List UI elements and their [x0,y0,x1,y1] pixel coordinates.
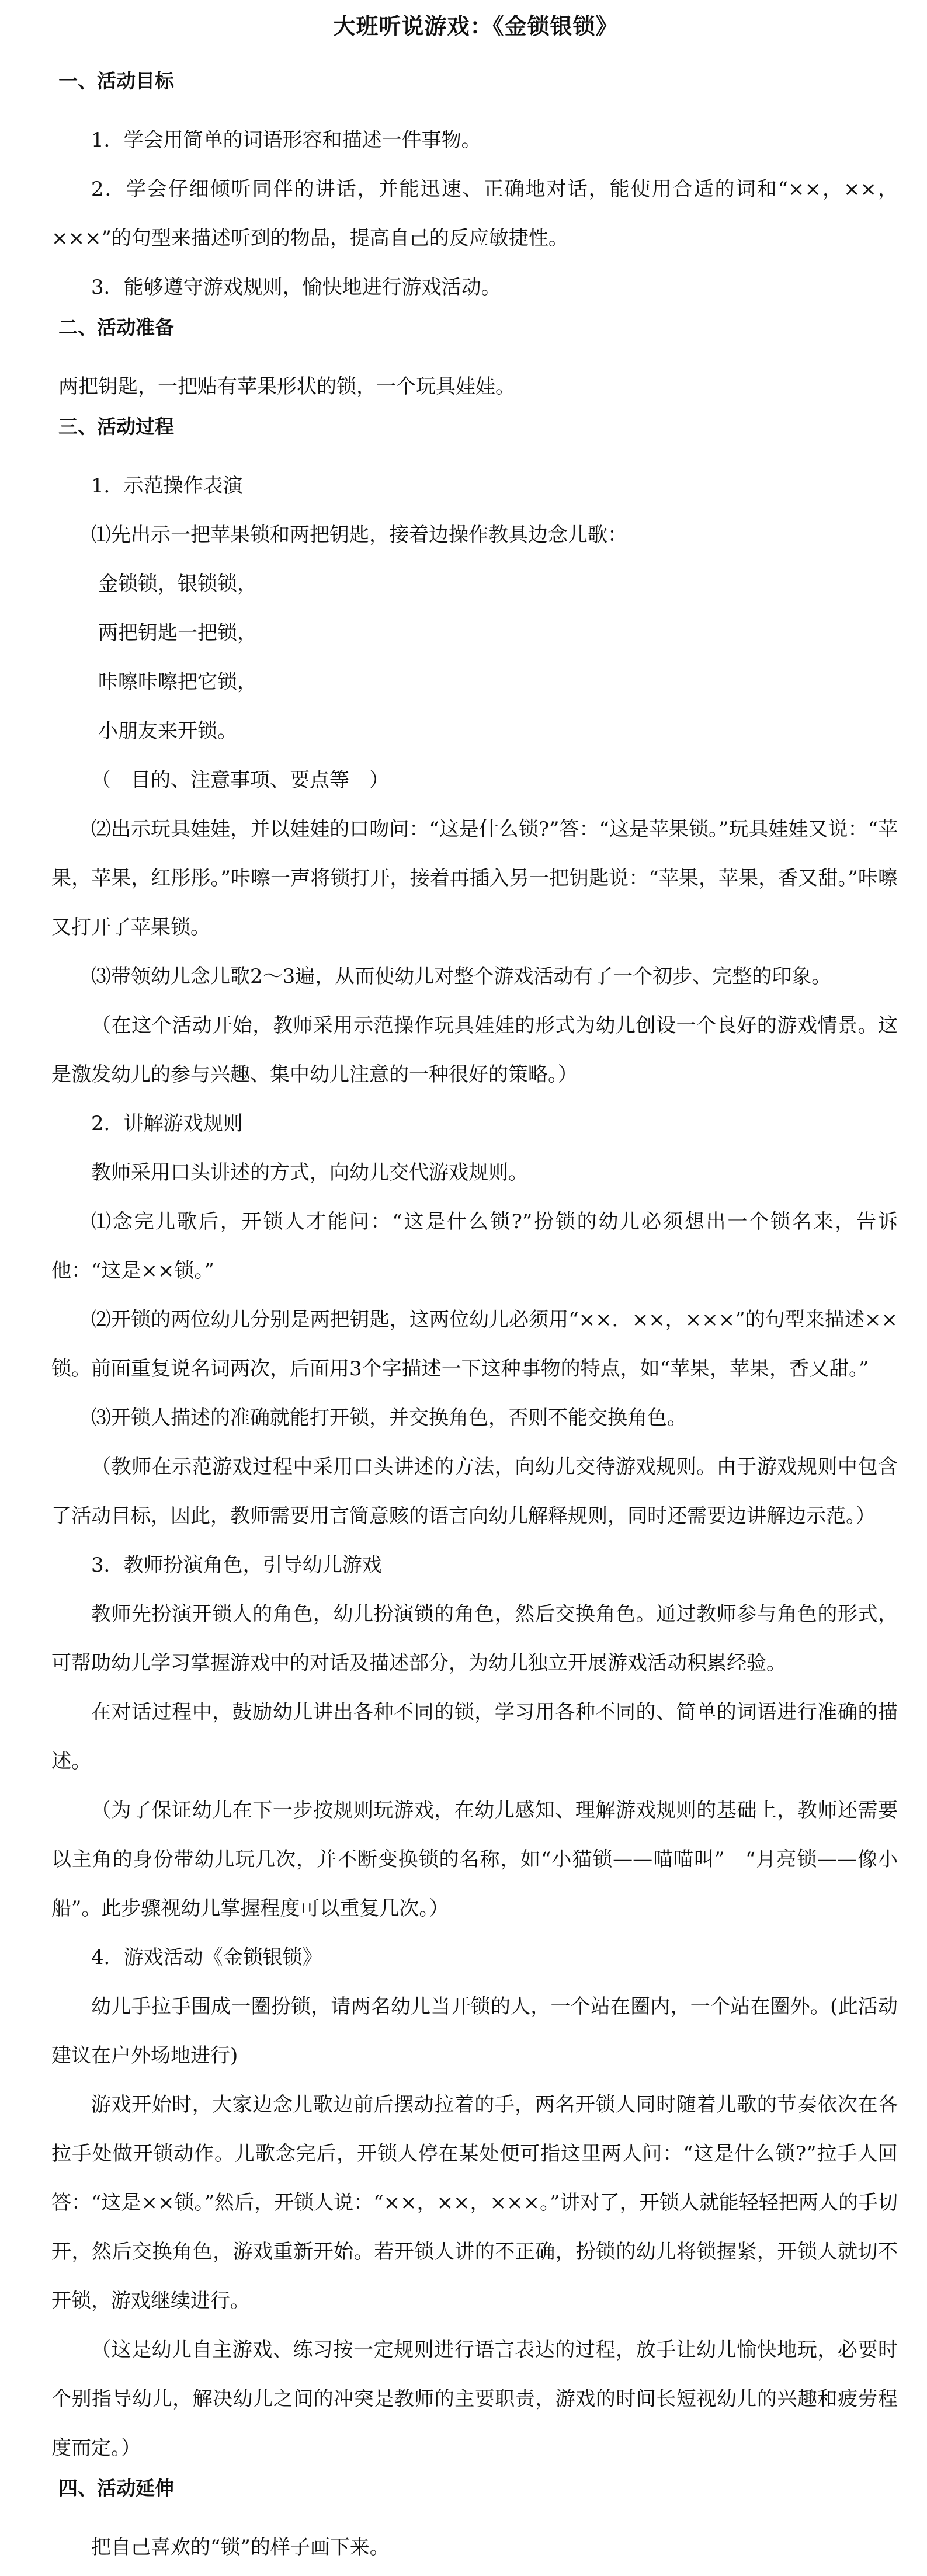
game-commentary: （这是幼儿自主游戏、练习按一定规则进行语言表达的过程，放手让幼儿愉快地玩，必要时个别指导幼儿，解决幼儿之间的冲突是教师的主要职责，游戏的时间长短视幼儿的兴趣和疲劳程度而定。） [51,2338,898,2460]
goal-item-2: 2．学会仔细倾听同伴的讲话，并能迅速、正确地对话，能使用合适的词和“××，××，×××”的句型来描述听到的物品，提高自己的反应敏捷性。 [51,178,898,250]
subsection-title-teacher-role: 3．教师扮演角色，引导幼儿游戏 [91,1553,382,1577]
teacher-role-paragraph-1: 教师先扮演开锁人的角色，幼儿扮演锁的角色，然后交换角色。通过教师参与角色的形式，可帮助幼儿学习掌握游戏中的对话及描述部分，为幼儿独立开展游戏活动积累经验。 [51,1602,898,1675]
rule-2: ⑵开锁的两位幼儿分别是两把钥匙，这两位幼儿必须用“××．××，×××”的句型来描述××锁。前面重复说名词两次，后面用3个字描述一下这种事物的特点，如“苹果，苹果，香又甜。” [51,1308,898,1381]
rule-3: ⑶开锁人描述的准确就能打开锁，并交换角色，否则不能交换角色。 [91,1406,687,1430]
nursery-rhyme-line: 小朋友来开锁。 [98,719,237,743]
demo-note-blank: （ 目的、注意事项、要点等 ） [91,769,389,792]
subsection-title-demo: 1．示范操作表演 [91,474,243,498]
demo-step-1: ⑴先出示一把苹果锁和两把钥匙，接着边操作教具边念儿歌： [91,523,627,547]
rules-commentary: （教师在示范游戏过程中采用口头讲述的方法，向幼儿交待游戏规则。由于游戏规则中包含了活动目标，因此，教师需要用言简意赅的语言向幼儿解释规则，同时还需要边讲解边示范。） [51,1455,898,1528]
preparation-text: 两把钥匙，一把贴有苹果形状的锁，一个玩具娃娃。 [58,375,515,398]
nursery-rhyme-line: 金锁锁，银锁锁， [98,572,257,596]
goal-item-3: 3．能够遵守游戏规则，愉快地进行游戏活动。 [91,276,501,299]
subsection-title-game: 4．游戏活动《金锁银锁》 [91,1946,322,1969]
section-heading-process: 三、活动过程 [58,415,174,438]
demo-step-2: ⑵出示玩具娃娃，并以娃娃的口吻问：“这是什么锁?”答：“这是苹果锁。”玩具娃娃又说：“苹果，苹果，红彤彤。”咔嚓一声将锁打开，接着再插入另一把钥匙说：“苹果，苹果，香又甜。”咔嚓又打开了苹果锁。 [51,818,898,939]
subsection-title-rules: 2．讲解游戏规则 [91,1112,243,1135]
game-paragraph-1: 幼儿手拉手围成一圈扮锁，请两名幼儿当开锁的人，一个站在圈内，一个站在圈外。(此活动建议在户外场地进行) [51,1995,898,2067]
demo-step-3: ⑶带领幼儿念儿歌2～3遍，从而使幼儿对整个游戏活动有了一个初步、完整的印象。 [91,965,832,988]
demo-commentary: （在这个活动开始，教师采用示范操作玩具娃娃的形式为幼儿创设一个良好的游戏情景。这是激发幼儿的参与兴趣、集中幼儿注意的一种很好的策略。） [51,1014,898,1086]
nursery-rhyme-line: 咔嚓咔嚓把它锁， [98,670,257,694]
goal-item-1: 1．学会用简单的词语形容和描述一件事物。 [91,128,481,152]
extension-text: 把自己喜欢的“锁”的样子画下来。 [91,2536,390,2559]
nursery-rhyme-line: 两把钥匙一把锁， [98,621,257,645]
section-heading-extension: 四、活动延伸 [58,2477,174,2499]
section-heading-goals: 一、活动目标 [58,69,174,92]
section-heading-preparation: 二、活动准备 [58,316,174,339]
game-paragraph-2: 游戏开始时，大家边念儿歌边前后摆动拉着的手，两名开锁人同时随着儿歌的节奏依次在各拉手处做开锁动作。儿歌念完后，开锁人停在某处便可指这里两人问：“这是什么锁?”拉手人回答：“这是××锁。”然后，开锁人说：“××，××，×××。”讲对了，开锁人就能轻轻把两人的手切开，然后交换角色，游戏重新开始。若开锁人讲的不正确，扮锁的幼儿将锁握紧，开锁人就切不开锁，游戏继续进行。 [51,2093,898,2313]
document-title: 大班听说游戏：《金锁银锁》 [333,13,619,39]
rule-1: ⑴念完儿歌后，开锁人才能问：“这是什么锁?”扮锁的幼儿必须想出一个锁名来，告诉他：“这是××锁。” [51,1210,898,1282]
teacher-role-paragraph-2: 在对话过程中，鼓励幼儿讲出各种不同的锁，学习用各种不同的、简单的词语进行准确的描述。 [51,1701,898,1773]
rules-intro: 教师采用口头讲述的方式，向幼儿交代游戏规则。 [91,1161,528,1184]
teacher-role-commentary: （为了保证幼儿在下一步按规则玩游戏，在幼儿感知、理解游戏规则的基础上，教师还需要以主角的身份带幼儿玩几次，并不断变换锁的名称，如“小猫锁——喵喵叫” “月亮锁——像小船”。此步骤视幼儿掌握程度可以重复几次。） [51,1799,898,1920]
